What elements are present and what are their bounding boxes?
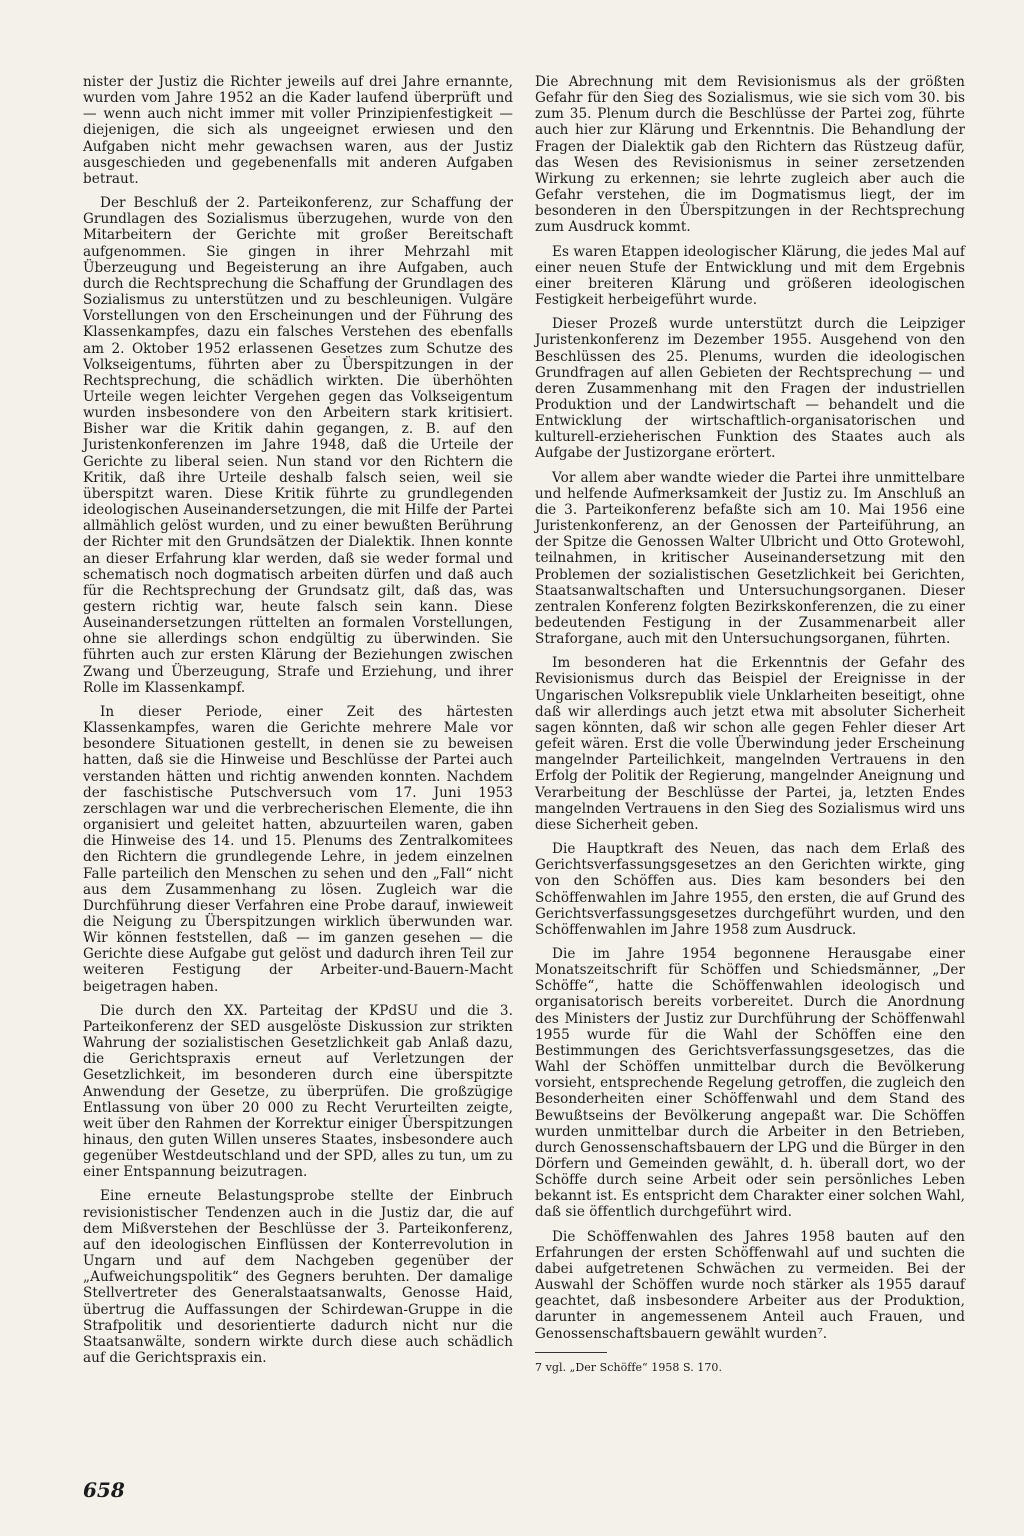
paragraph: Dieser Prozeß wurde unterstützt durch die Leipziger Juristenkonferenz im Dezember 1955. Ausgehend von den Beschlüssen des 25. Plenums, wurden die ideologischen Grundfragen auf allen Gebieten der Rechtsprechung — und deren Zusammenhang mit den Fragen der industriellen Produktion und der Landwirtschaft — behandelt und die Entwicklung der wirtschaftlich-organisatorischen und kulturell-erzieherischen Funktion des Staates auch als Aufgabe der Justizorgane erörtert.	[535, 316, 965, 462]
paragraph: Vor allem aber wandte wieder die Partei ihre unmittelbare und helfende Aufmerksamkeit der Justiz zu. Im Anschluß an die 3. Parteikonferenz befaßte sich am 10. Mai 1956 eine Juristenkonferenz, an der Genossen der Parteiführung, an der Spitze die Genossen Walter Ulbricht und Otto Grotewohl, teilnahmen, in kritischer Auseinandersetzung mit den Problemen der sozialistischen Gesetzlichkeit bei Gerichten, Staatsanwaltschaften und Untersuchungsorganen. Dieser zentralen Konferenz folgten Bezirkskonferenzen, die zu einer bedeutenden Festigung in der Zusammenarbeit aller Straforgane, auch mit den Untersuchungsorganen, führten.	[535, 469, 965, 648]
paragraph: In dieser Periode, einer Zeit des härtesten Klassenkampfes, waren die Gerichte mehrere Male vor besondere Situationen gestellt, in denen sie zu beweisen hatten, daß sie die Hinweise und Beschlüsse der Partei auch verstanden hätten und richtig anwenden konnten. Nachdem der faschistische Putschversuch vom 17. Juni 1953 zerschlagen war und die verbrecherischen Elemente, die ihn organisiert und geleitet hatten, abzuurteilen waren, gaben die Hinweise des 14. und 15. Plenums des Zentralkomitees den Richtern die grundlegende Lehre, in jedem einzelnen Falle parteilich den Menschen zu sehen und den „Fall“ nicht aus dem Zusammenhang zu lösen. Zugleich war die Durchführung dieser Verfahren eine Probe darauf, inwieweit die Neigung zu Überspitzungen wirklich überwunden war. Wir können feststellen, daß — im ganzen gesehen — die Gerichte diese Aufgabe gut gelöst und dadurch ihren Teil zur weiteren Festigung der Arbeiter-und-Bauern-Macht beigetragen haben.	[83, 703, 513, 995]
footnote-divider	[535, 1352, 607, 1353]
paragraph: Die durch den XX. Parteitag der KPdSU und die 3. Parteikonferenz der SED ausgelöste Diskussion zur strikten Wahrung der sozialistischen Gesetzlichkeit gab Anlaß dazu, die Gerichtspraxis erneut auf Verletzungen der Gesetzlichkeit, im besonderen durch eine überspitzte Anwendung der Gesetze, zu überprüfen. Die großzügige Entlassung von über 20 000 zu Recht Verurteilten zeigte, weit über den Rahmen der Korrektur einiger Überspitzungen hinaus, den guten Willen unseres Staates, insbesondere auch gegenüber Westdeutschland und der SPD, alles zu tun, um zu einer Entspannung beizutragen.	[83, 1002, 513, 1181]
paragraph: Die Abrechnung mit dem Revisionismus als der größten Gefahr für den Sieg des Sozialismus, wie sie sich vom 30. bis zum 35. Plenum durch die Beschlüsse der Partei zog, führte auch hier zur Klärung und Erkenntnis. Die Behandlung der Fragen der Dialektik gab den Richtern das Rüstzeug dafür, das Wesen des Revisionismus in seiner zersetzenden Wirkung zu erkennen; sie lehrte zugleich aber auch die Gefahr verstehen, die im Dogmatismus liegt, der im besonderen in den Überspitzungen in der Rechtsprechung zum Ausdruck kommt.	[535, 74, 965, 236]
paragraph: Es waren Etappen ideologischer Klärung, die jedes Mal auf einer neuen Stufe der Entwicklung und mit dem Ergebnis einer breiteren Klärung und größeren ideologischen Festigkeit herbeigeführt wurde.	[535, 243, 965, 309]
paragraph: Im besonderen hat die Erkenntnis der Gefahr des Revisionismus durch das Beispiel der Ereignisse in der Ungarischen Volksrepublik viele Unklarheiten beseitigt, ohne daß wir allerdings auch jetzt etwa mit absoluter Sicherheit sagen könnten, daß wir schon alle gegen Fehler dieser Art gefeit wären. Erst die volle Überwindung jeder Erscheinung mangelnder Parteilichkeit, mangelnden Vertrauens in den Erfolg der Politik der Regierung, mangelnder Aneignung und Verarbeitung der Beschlüsse der Partei, ja, letzten Endes mangelnden Vertrauens in den Sieg des Sozialismus wird uns diese Sicherheit geben.	[535, 655, 965, 833]
paragraph: Die Schöffenwahlen des Jahres 1958 bauten auf den Erfahrungen der ersten Schöffenwahl auf und suchten die dabei aufgetretenen Schwächen zu vermeiden. Bei der Auswahl der Schöffen wurde noch stärker als 1955 darauf geachtet, daß insbesondere Arbeiter aus der Produktion, darunter in angemessenem Anteil auch Frauen, und Genossenschaftsbauern gewählt wurden⁷.	[535, 1228, 965, 1342]
paragraph: Die Hauptkraft des Neuen, das nach dem Erlaß des Gerichtsverfassungsgesetzes an den Gerichten wirkte, ging von den Schöffen aus. Dies kam besonders bei den Schöffenwahlen im Jahre 1955, den ersten, die auf Grund des Gerichtsverfassungsgesetzes durchgeführt wurden, und den Schöffenwahlen im Jahre 1958 zum Ausdruck.	[535, 841, 965, 938]
left-column	[83, 74, 513, 1374]
page-number: 658	[83, 1478, 125, 1502]
paragraph: Die im Jahre 1954 begonnene Herausgabe einer Monatszeitschrift für Schöffen und Schiedsmänner, „Der Schöffe“, hatte die Schöffenwahlen ideologisch und organisatorisch bereits vorbereitet. Durch die Anordnung des Ministers der Justiz zur Durchführung der Schöffenwahl 1955 wurde für die Wahl der Schöffen eine den Bestimmungen des Gerichtsverfassungsgesetzes, das die Wahl der Schöffen unmittelbar durch die Bevölkerung vorsieht, entsprechende Regelung getroffen, die zugleich den Besonderheiten einer Schöffenwahl und dem Stand des Bewußtseins der Bevölkerung angepaßt war. Die Schöffen wurden unmittelbar durch die Arbeiter in den Betrieben, durch Genossenschaftsbauern der LPG und die Bürger in den Dörfern und Gemeinden gewählt, d. h. überall dort, wo der Schöffe durch seine Arbeit oder sein persönliches Leben bekannt ist. Es entspricht dem Charakter einer solchen Wahl, daß sie öffentlich durchgeführt wird.	[535, 945, 965, 1221]
footnote: 7 vgl. „Der Schöffe“ 1958 S. 170.	[535, 1360, 722, 1374]
paragraph: nister der Justiz die Richter jeweils auf drei Jahre ernannte, wurden vom Jahre 1952 an die Kader laufend überprüft und — wenn auch nicht immer mit voller Prinzipienfestigkeit — diejenigen, die sich als ungeeignet erwiesen und den Aufgaben nicht mehr gewachsen waren, aus der Justiz ausgeschieden und gegebenenfalls mit anderen Aufgaben betraut.	[83, 74, 513, 187]
paragraph: Eine erneute Belastungsprobe stellte der Einbruch revisionistischer Tendenzen auch in die Justiz dar, die auf dem Mißverstehen der Beschlüsse der 3. Parteikonferenz, auf den ideologischen Einflüssen der Konterrevolution in Ungarn und auf dem Nachgeben gegenüber der „Aufweichungspolitik“ des Gegners beruhten. Der damalige Stellvertreter des Generalstaatsanwalts, Genosse Haid, übertrug die Auffassungen der Schirdewan-Gruppe in die Strafpolitik und desorientierte dadurch nicht nur die Staatsanwälte, sondern wirkte durch diese auch schädlich auf die Gerichtspraxis ein.	[83, 1188, 513, 1367]
right-column	[535, 74, 965, 1383]
paragraph: Der Beschluß der 2. Parteikonferenz, zur Schaffung der Grundlagen des Sozialismus überzugehen, wurde von den Mitarbeitern der Gerichte mit großer Bereitschaft aufgenommen. Sie gingen in ihrer Mehrzahl mit Überzeugung und Begeisterung an ihre Aufgaben, auch durch die Rechtsprechung die Schaffung der Grundlagen des Sozialismus zu unterstützen und zu beschleunigen. Vulgäre Vorstellungen von den Erscheinungen und der Führung des Klassenkampfes, dazu ein falsches Verstehen des ebenfalls am 2. Oktober 1952 erlassenen Gesetzes zum Schutze des Volkseigentums, führten aber zu Überspitzungen in der Rechtsprechung, die schädlich wirkten. Die überhöhten Urteile wegen leichter Vergehen gegen das Volkseigentum wurden insbesondere von den Arbeitern stark kritisiert. Bisher war die Kritik dahin gegangen, z. B. auf den Juristenkonferenzen im Jahre 1948, daß die Urteile der Gerichte zu liberal seien. Nun stand vor den Richtern die Kritik, daß ihre Urteile deshalb falsch seien, weil sie überspitzt waren. Diese Kritik führte zu grundlegenden ideologischen Auseinandersetzungen, die mit Hilfe der Partei allmählich gelöst wurden, und zu einer bewußten Berührung der Richter mit den Grundsätzen der Dialektik. Ihnen konnte an dieser Erfahrung klar werden, daß sie weder formal und schematisch noch dogmatisch arbeiten dürfen und daß auch für die Rechtsprechung der Grundsatz gilt, daß das, was gestern richtig war, heute falsch sein kann. Diese Auseinandersetzungen rüttelten an formalen Vorstellungen, ohne sie allerdings schon endgültig zu überwinden. Sie führten auch zur ersten Klärung der Beziehungen zwischen Zwang und Überzeugung, Strafe und Erziehung, und ihrer Rolle im Klassenkampf.	[83, 195, 513, 696]
